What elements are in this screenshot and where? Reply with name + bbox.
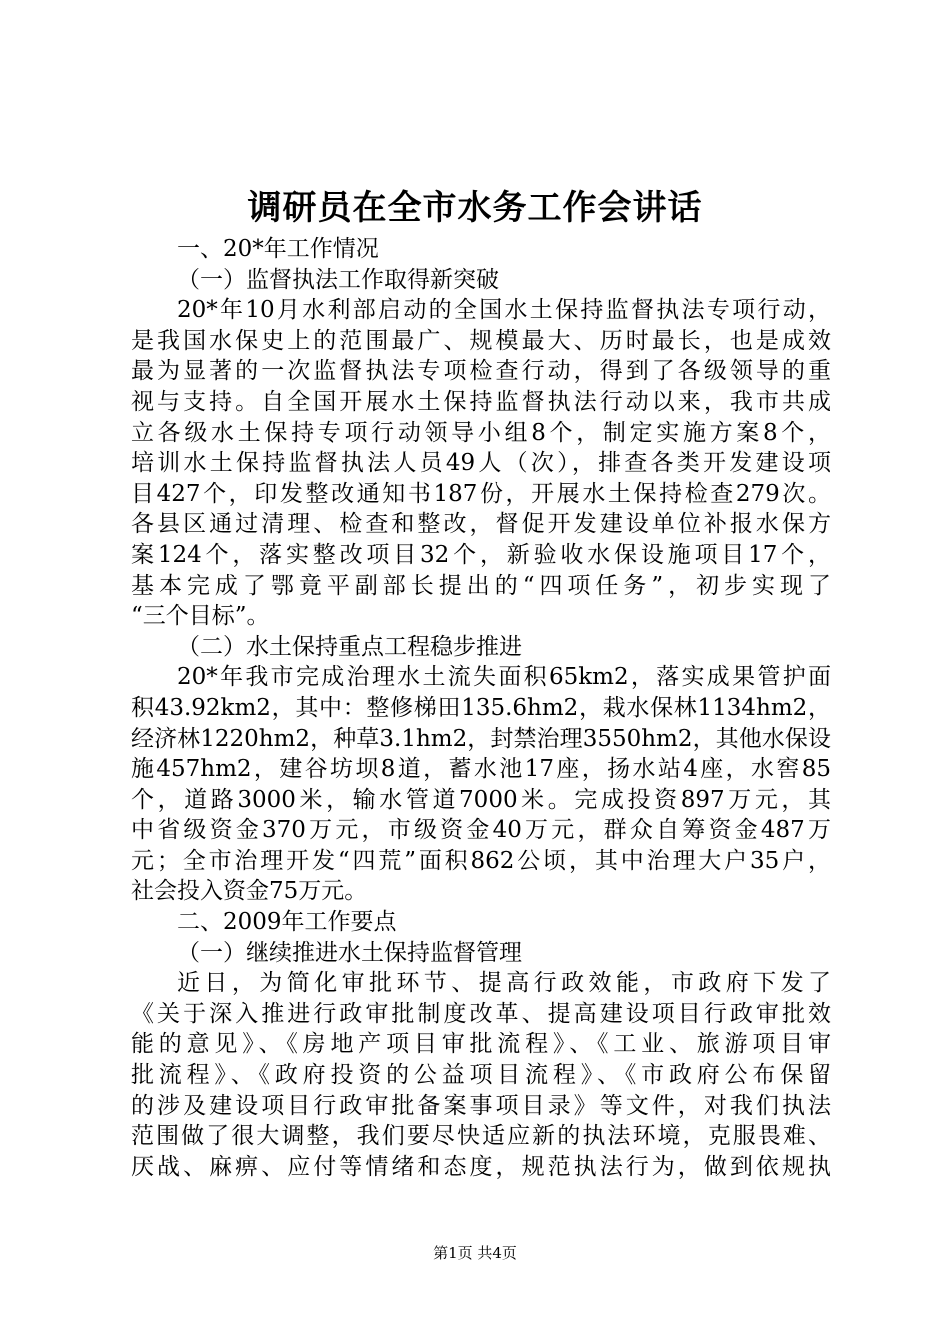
section-heading: 二、2009年工作要点	[177, 909, 397, 936]
paragraph-line: 能的意见》、《房地产项目审批流程》、《工业、旅游项目审	[131, 1031, 831, 1058]
paragraph-line: “三个目标”。	[131, 603, 270, 630]
paragraph-line: 目427个，印发整改通知书187份，开展水土保持检查279次。	[131, 480, 831, 507]
page-footer: 第1页 共4页	[433, 1244, 517, 1262]
paragraph-line: 范围做了很大调整，我们要尽快适应新的执法环境，克服畏难、	[131, 1123, 831, 1150]
paragraph-line: 的涉及建设项目行政审批备案事项目录》等文件，对我们执法	[131, 1092, 831, 1119]
paragraph-line: 立各级水土保持专项行动领导小组8个，制定实施方案8个，	[131, 419, 831, 446]
document-title: 调研员在全市水务工作会讲话	[247, 188, 703, 228]
paragraph-line: 积43.92km2，其中：整修梯田135.6hm2，栽水保林1134hm2，	[131, 694, 831, 721]
paragraph-line: 经济林1220hm2，种草3.1hm2，封禁治理3550hm2，其他水保设	[131, 725, 831, 752]
paragraph-line: 元；全市治理开发“四荒”面积862公顷，其中治理大户35户，	[131, 847, 831, 874]
paragraph-line: 案124个，落实整改项目32个，新验收水保设施项目17个，	[131, 541, 831, 568]
paragraph-line: 培训水土保持监督执法人员49人（次），排查各类开发建设项	[131, 450, 831, 477]
paragraph-line: 20*年10月水利部启动的全国水土保持监督执法专项行动，	[177, 297, 831, 324]
paragraph-line: 《关于深入推进行政审批制度改革、提高建设项目行政审批效	[131, 1000, 831, 1027]
subsection-heading: （一）监督执法工作取得新突破	[177, 266, 499, 293]
paragraph-line: 批流程》、《政府投资的公益项目流程》、《市政府公布保留	[131, 1062, 831, 1089]
paragraph-line: 基本完成了鄂竟平副部长提出的“四项任务”，初步实现了	[131, 572, 831, 599]
document-body	[131, 234, 831, 1182]
paragraph-line: 施457hm2，建谷坊坝8道，蓄水池17座，扬水站4座，水窖85	[131, 756, 831, 783]
subsection-heading: （二）水土保持重点工程稳步推进	[177, 633, 522, 660]
paragraph-line: 厌战、麻痹、应付等情绪和态度，规范执法行为，做到依规执	[131, 1153, 831, 1180]
section-heading: 一、20*年工作情况	[177, 236, 379, 262]
paragraph-line: 个，道路3000米，输水管道7000米。完成投资897万元，其	[131, 786, 831, 813]
subsection-heading: （一）继续推进水土保持监督管理	[177, 939, 522, 966]
paragraph-line: 社会投入资金75万元。	[131, 878, 368, 905]
paragraph-line: 近日，为简化审批环节、提高行政效能，市政府下发了	[177, 970, 831, 997]
paragraph-line: 各县区通过清理、检查和整改，督促开发建设单位补报水保方	[131, 511, 831, 538]
paragraph-line: 最为显著的一次监督执法专项检查行动，得到了各级领导的重	[131, 358, 831, 385]
paragraph-line: 20*年我市完成治理水土流失面积65km2，落实成果管护面	[177, 664, 831, 691]
paragraph-line: 是我国水保史上的范围最广、规模最大、历时最长，也是成效	[131, 327, 831, 354]
paragraph-line: 中省级资金370万元，市级资金40万元，群众自筹资金487万	[131, 817, 831, 844]
paragraph-line: 视与支持。自全国开展水土保持监督执法行动以来，我市共成	[131, 388, 831, 415]
